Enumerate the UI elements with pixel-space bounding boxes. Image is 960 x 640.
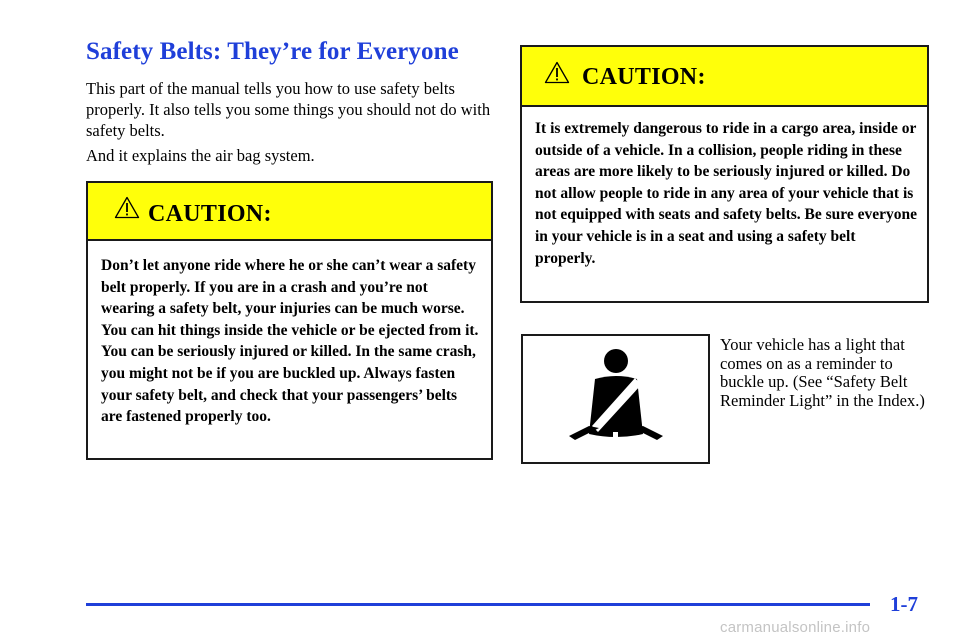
caution-label: CAUTION:	[148, 201, 272, 227]
caution-box-right	[520, 45, 929, 303]
caution-box-left	[86, 181, 493, 460]
section-title: Safety Belts: They’re for Everyone	[86, 38, 459, 65]
caution-header	[522, 47, 927, 107]
caution-text: It is extremely dangerous to ride in a cargo area, inside or outside of a vehicle. In a collision, people riding in these areas are more likely to be seriously injured or killed. Do not allow people to ride in any area of your vehicle that is not equipped with seats and safety belts. Be sure everyone in your vehicle is in a seat and using a safety belt properly.	[535, 120, 918, 267]
warning-triangle-icon	[544, 61, 570, 89]
footer-rule	[86, 603, 870, 606]
caution-text: Don’t let anyone ride where he or she can’t wear a safety belt properly. If you are in a crash and you’re not wearing a safety belt, your injuries can be much worse. You can hit things inside the vehicle or be ejected from it. You can be seriously injured or killed. In the same crash, you might not be if you are buckled up. Always fasten your safety belt, and check that your passengers’ belts are fastened properly too.	[101, 257, 479, 426]
caution-header	[88, 183, 491, 241]
intro-paragraph: This part of the manual tells you how to use safety belts properly. It also tells you some things you should not do with safety belts.	[86, 79, 491, 140]
warning-triangle-icon	[114, 196, 140, 224]
watermark: carmanualsonline.info	[720, 619, 871, 636]
seatbelt-reminder-icon	[521, 334, 710, 464]
page-number: 1-7	[890, 592, 918, 616]
caution-label: CAUTION:	[582, 64, 706, 90]
reminder-paragraph: Your vehicle has a light that comes on as a reminder to buckle up. (See “Safety Belt Reminder Light” in the Index.)	[720, 335, 925, 410]
intro-paragraph-2: And it explains the air bag system.	[86, 146, 315, 165]
